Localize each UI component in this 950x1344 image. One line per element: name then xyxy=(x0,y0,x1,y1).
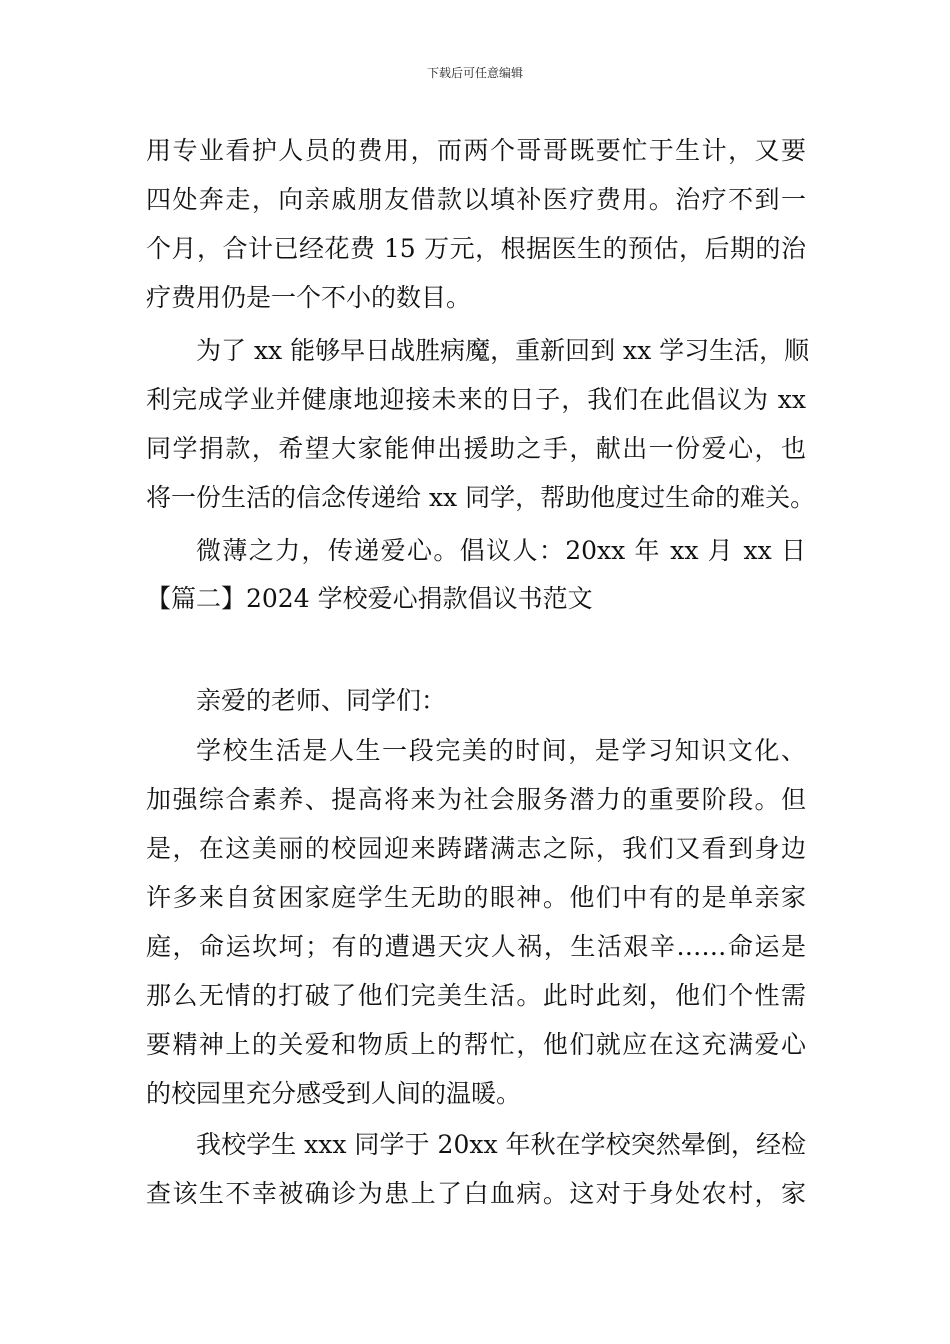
text-line: 要精神上的关爱和物质上的帮忙，他们就应在这充满爱心 xyxy=(146,1030,806,1059)
text-line: 查该生不幸被确诊为患上了白血病。这对于身处农村，家 xyxy=(146,1179,806,1208)
text-line: 那么无情的打破了他们完美生活。此时此刻，他们个性需 xyxy=(146,981,806,1010)
text-line: 四处奔走，向亲戚朋友借款以填补医疗费用。治疗不到一 xyxy=(146,185,806,214)
signature-line: 微薄之力，传递爱心。倡议人：20xx 年 xx 月 xx 日 xyxy=(196,536,806,565)
text-line: 庭，命运坎坷；有的遭遇天灾人祸，生活艰辛……命运是 xyxy=(146,932,806,961)
text-line: 学校生活是人生一段完美的时间，是学习知识文化、 xyxy=(196,736,806,765)
text-line: 同学捐款，希望大家能伸出援助之手，献出一份爱心，也 xyxy=(146,434,806,463)
text-line: 将一份生活的信念传递给 xx 同学，帮助他度过生命的难关。 xyxy=(146,483,816,512)
text-line: 利完成学业并健康地迎接未来的日子，我们在此倡议为 xx xyxy=(146,385,806,414)
section-heading: 【篇二】2024 学校爱心捐款倡议书范文 xyxy=(146,584,593,613)
text-line: 加强综合素养、提高将来为社会服务潜力的重要阶段。但 xyxy=(146,785,806,814)
text-line: 许多来自贫困家庭学生无助的眼神。他们中有的是单亲家 xyxy=(146,883,806,912)
page-header: 下载后可任意编辑 xyxy=(426,66,523,80)
text-line: 用专业看护人员的费用，而两个哥哥既要忙于生计，又要 xyxy=(146,136,806,165)
text-line: 是，在这美丽的校园迎来踌躇满志之际，我们又看到身边 xyxy=(146,834,806,863)
text-line: 个月，合计已经花费 15 万元，根据医生的预估，后期的治 xyxy=(146,234,806,263)
text-line: 疗费用仍是一个不小的数目。 xyxy=(146,283,472,312)
text-line: 我校学生 xxx 同学于 20xx 年秋在学校突然晕倒，经检 xyxy=(196,1130,806,1159)
text-line: 的校园里充分感受到人间的温暖。 xyxy=(146,1079,522,1108)
text-line: 为了 xx 能够早日战胜病魔，重新回到 xx 学习生活，顺 xyxy=(196,336,810,365)
salutation: 亲爱的老师、同学们： xyxy=(196,686,447,715)
